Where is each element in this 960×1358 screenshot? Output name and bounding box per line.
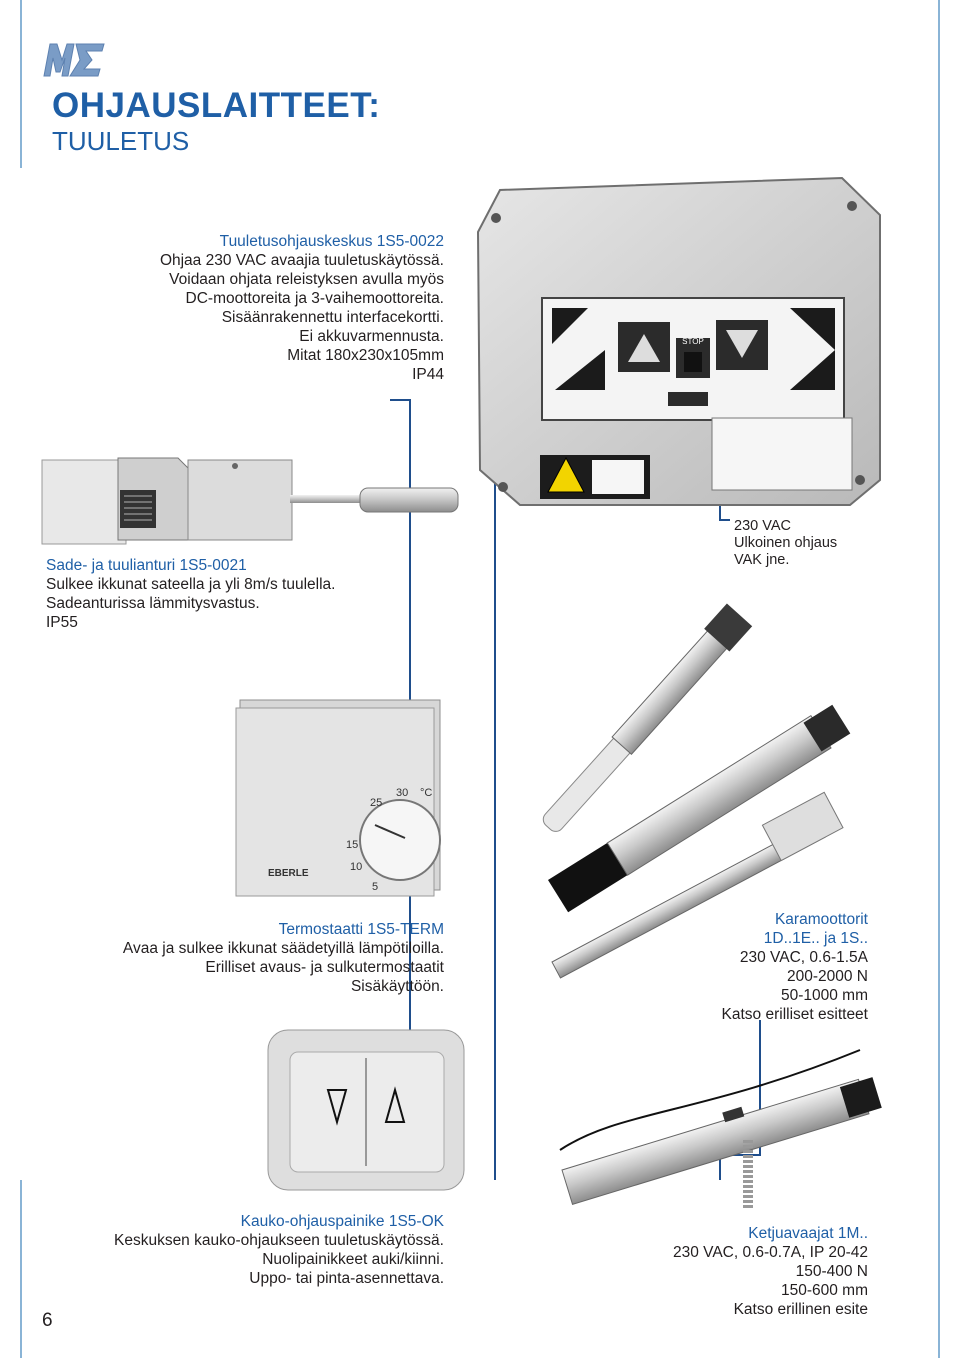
stop-label: STOP <box>682 337 704 346</box>
control-center-line: Ohjaa 230 VAC avaajia tuuletuskäytössä. <box>159 252 444 269</box>
linear-motors-description <box>588 910 868 1024</box>
control-center-line: Ei akkuvarmennusta. <box>299 328 444 345</box>
control-center-line: IP44 <box>412 366 444 383</box>
rain-sensor-line: Sadeanturissa lämmitysvastus. <box>46 595 260 612</box>
linear-motors-line: 230 VAC, 0.6-1.5A <box>739 949 868 966</box>
svg-text:°C: °C <box>420 787 433 799</box>
control-center-line: DC-moottoreita ja 3-vaihemoottoreita. <box>185 290 444 307</box>
control-center-title: Tuuletusohjauskeskus 1S5-0022 <box>219 233 444 250</box>
rain-sensor-line: IP55 <box>46 614 78 631</box>
chain-actuator-image <box>560 1050 883 1210</box>
svg-text:30: 30 <box>396 787 409 799</box>
remote-button-line: Keskuksen kauko-ohjaukseen tuuletuskäytössä. <box>113 1232 444 1249</box>
chain-actuators-line: Katso erillinen esite <box>733 1301 868 1318</box>
remote-button-line: Uppo- tai pinta-asennettava. <box>249 1270 444 1287</box>
external-control-line: Ulkoinen ohjaus <box>734 535 838 551</box>
external-control-note <box>734 518 934 569</box>
control-center-line: Sisäänrakennettu interfacekortti. <box>221 309 444 326</box>
chain-actuators-line: 230 VAC, 0.6-0.7A, IP 20-42 <box>672 1244 868 1261</box>
page-title: OHJAUSLAITTEET: <box>52 86 381 125</box>
rain-sensor-line: Sulkee ikkunat sateella ja yli 8m/s tuulella. <box>46 576 336 593</box>
chain-actuators-line: 150-400 N <box>795 1263 868 1280</box>
page-subtitle: TUULETUS <box>52 126 190 156</box>
linear-motors-line: Katso erilliset esitteet <box>721 1006 868 1023</box>
external-control-line: VAK jne. <box>734 552 790 568</box>
rain-sensor-image <box>42 458 458 544</box>
svg-text:10: 10 <box>350 861 363 873</box>
chain-actuators-title: Ketjuavaajat 1M.. <box>748 1225 868 1242</box>
remote-button-line: Nuolipainikkeet auki/kiinni. <box>262 1251 444 1268</box>
chain-actuators-line: 150-600 mm <box>780 1282 868 1299</box>
linear-motors-title-models: 1D..1E.. ja 1S.. <box>763 930 868 947</box>
control-center-description <box>24 232 444 384</box>
linear-motors-title: Karamoottorit <box>774 911 868 928</box>
thermostat-line: Erilliset avaus- ja sulkutermostaatit <box>205 959 444 976</box>
control-center-line: Mitat 180x230x105mm <box>287 347 444 364</box>
linear-motors-line: 200-2000 N <box>786 968 868 985</box>
thermostat-brand: EBERLE <box>268 868 309 879</box>
page-number: 6 <box>42 1310 53 1331</box>
control-center-line: Voidaan ohjata releistyksen avulla myös <box>169 271 444 288</box>
remote-button-title: Kauko-ohjauspainike 1S5-OK <box>240 1213 444 1230</box>
remote-button-description <box>14 1212 444 1288</box>
svg-text:5: 5 <box>372 881 379 893</box>
chain-actuators-description <box>568 1224 868 1319</box>
thermostat-line: Sisäkäyttöön. <box>350 978 444 995</box>
thermostat-image <box>236 700 440 896</box>
remote-button-image <box>268 1030 464 1190</box>
rain-sensor-title: Sade- ja tuulianturi 1S5-0021 <box>46 557 247 574</box>
thermostat-line: Avaa ja sulkee ikkunat säädetyillä lämpötiloilla. <box>122 940 444 957</box>
external-control-line: 230 VAC <box>734 518 791 534</box>
thermostat-description <box>24 920 444 996</box>
svg-text:15: 15 <box>346 839 359 851</box>
thermostat-title: Termostaatti 1S5-TERM <box>278 921 444 938</box>
control-center-image <box>478 178 880 505</box>
rain-sensor-description <box>46 556 446 632</box>
linear-motors-line: 50-1000 mm <box>780 987 868 1004</box>
svg-text:25: 25 <box>370 797 383 809</box>
